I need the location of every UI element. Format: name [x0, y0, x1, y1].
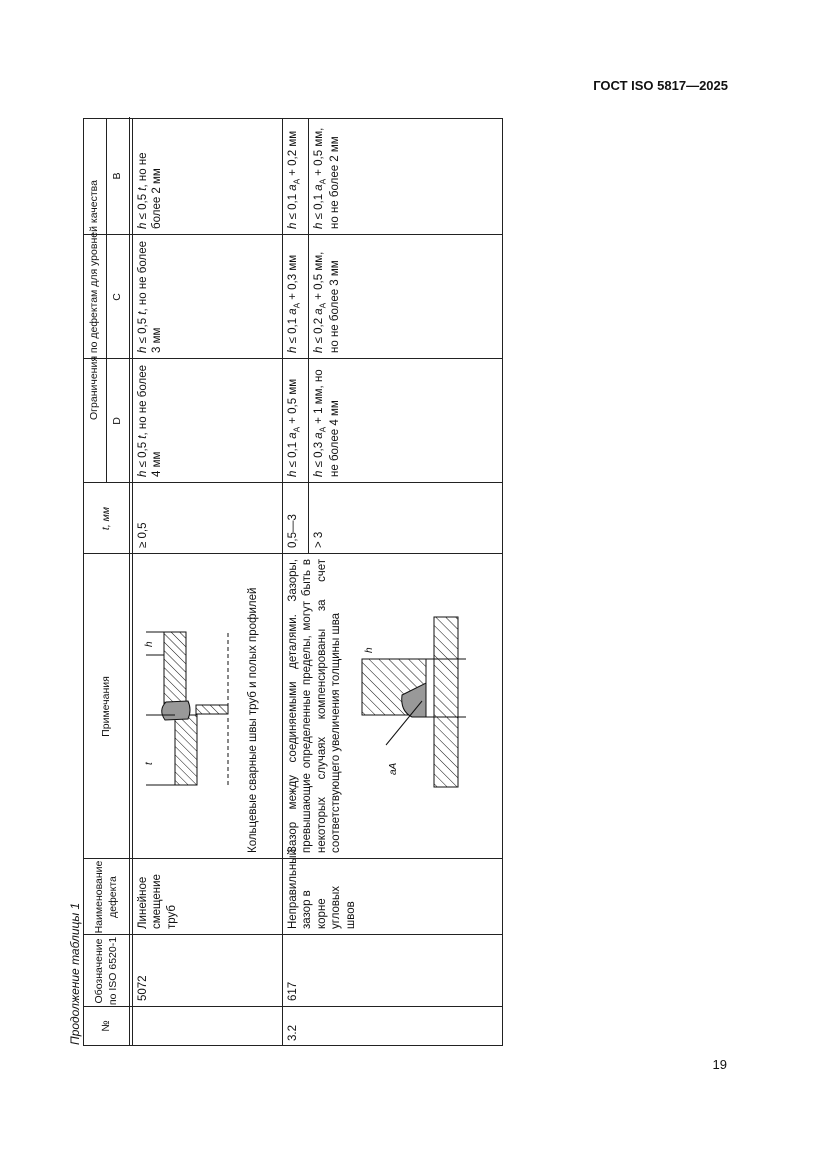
row2-name: Неправильный зазор в корне угловых швов — [287, 849, 357, 929]
row2b-level-c: h ≤ 0,2 $a_A + 0,5$ мм, но не более 3 мм — [313, 251, 342, 353]
diagram-label-t1: t — [144, 762, 155, 765]
diagram-label-h1: h — [144, 641, 155, 647]
row1-level-d: h ≤ 0,5 t, но не более 4 мм — [137, 364, 164, 477]
row2-no: 3.2 — [287, 1025, 299, 1041]
defects-table — [83, 118, 503, 1046]
row2-t-b: > 3 — [313, 531, 325, 548]
row2a-level-b: h ≤ 0,1 $a_A + 0,2$ мм — [287, 130, 302, 229]
row1-level-c: h ≤ 0,5 t, но не более 3 мм — [137, 240, 164, 353]
row1-level-b: h ≤ 0,5 t, но не более 2 мм — [137, 152, 164, 229]
col-header-notes: Примечания — [99, 676, 112, 737]
diagram-label-a: aA — [388, 762, 399, 775]
row2a-level-d: h ≤ 0,1 $a_A + 0,5$ мм — [287, 378, 302, 477]
col-header-iso: Обозначение по ISO 6520-1 — [93, 936, 119, 1006]
page-number: 19 — [712, 1057, 727, 1072]
col-header-level-d: D — [110, 417, 123, 425]
col-header-level-c: C — [110, 293, 123, 301]
row1-iso: 5072 — [137, 975, 149, 1001]
table-caption: Продолжение таблицы 1 — [68, 902, 82, 1045]
row1-t: ≥ 0,5 — [137, 522, 149, 548]
diagram-label-h2: h — [364, 647, 375, 653]
fillet-root-gap-diagram — [356, 605, 486, 805]
row2b-level-d: h ≤ 0,3 $a_A + 1$ мм, но не более 4 мм — [313, 369, 342, 477]
row2-iso: 617 — [287, 981, 299, 1001]
col-header-name: Наименование дефекта — [93, 860, 119, 934]
standard-header: ГОСТ ISO 5817—2025 — [593, 78, 728, 93]
col-header-no: № — [99, 1020, 112, 1032]
row1-notes: Кольцевые сварные швы труб и полых профилей — [247, 587, 259, 853]
pipe-misalignment-diagram — [140, 605, 240, 805]
row2a-level-c: h ≤ 0,1 $a_A + 0,3$ мм — [287, 254, 302, 353]
rotated-table-container — [83, 118, 503, 1046]
row2-t-a: 0,5—3 — [287, 514, 299, 548]
col-header-level-b: B — [110, 172, 123, 180]
col-header-t: t, мм — [99, 506, 112, 531]
row2-notes: Зазор между соединяемыми деталями. Зазоры, превышающие определенные пределы, могут быть в некоторых случаях компенсированы за счет соответствующего увеличения толщины шва — [287, 559, 343, 853]
row2b-level-b: h ≤ 0,1 $a_A + 0,5$ мм, но не более 2 мм — [313, 127, 342, 229]
col-header-limits: Ограничения по дефектам для уровней качества — [88, 180, 101, 420]
row1-name: Линейное смещение труб — [137, 874, 178, 929]
